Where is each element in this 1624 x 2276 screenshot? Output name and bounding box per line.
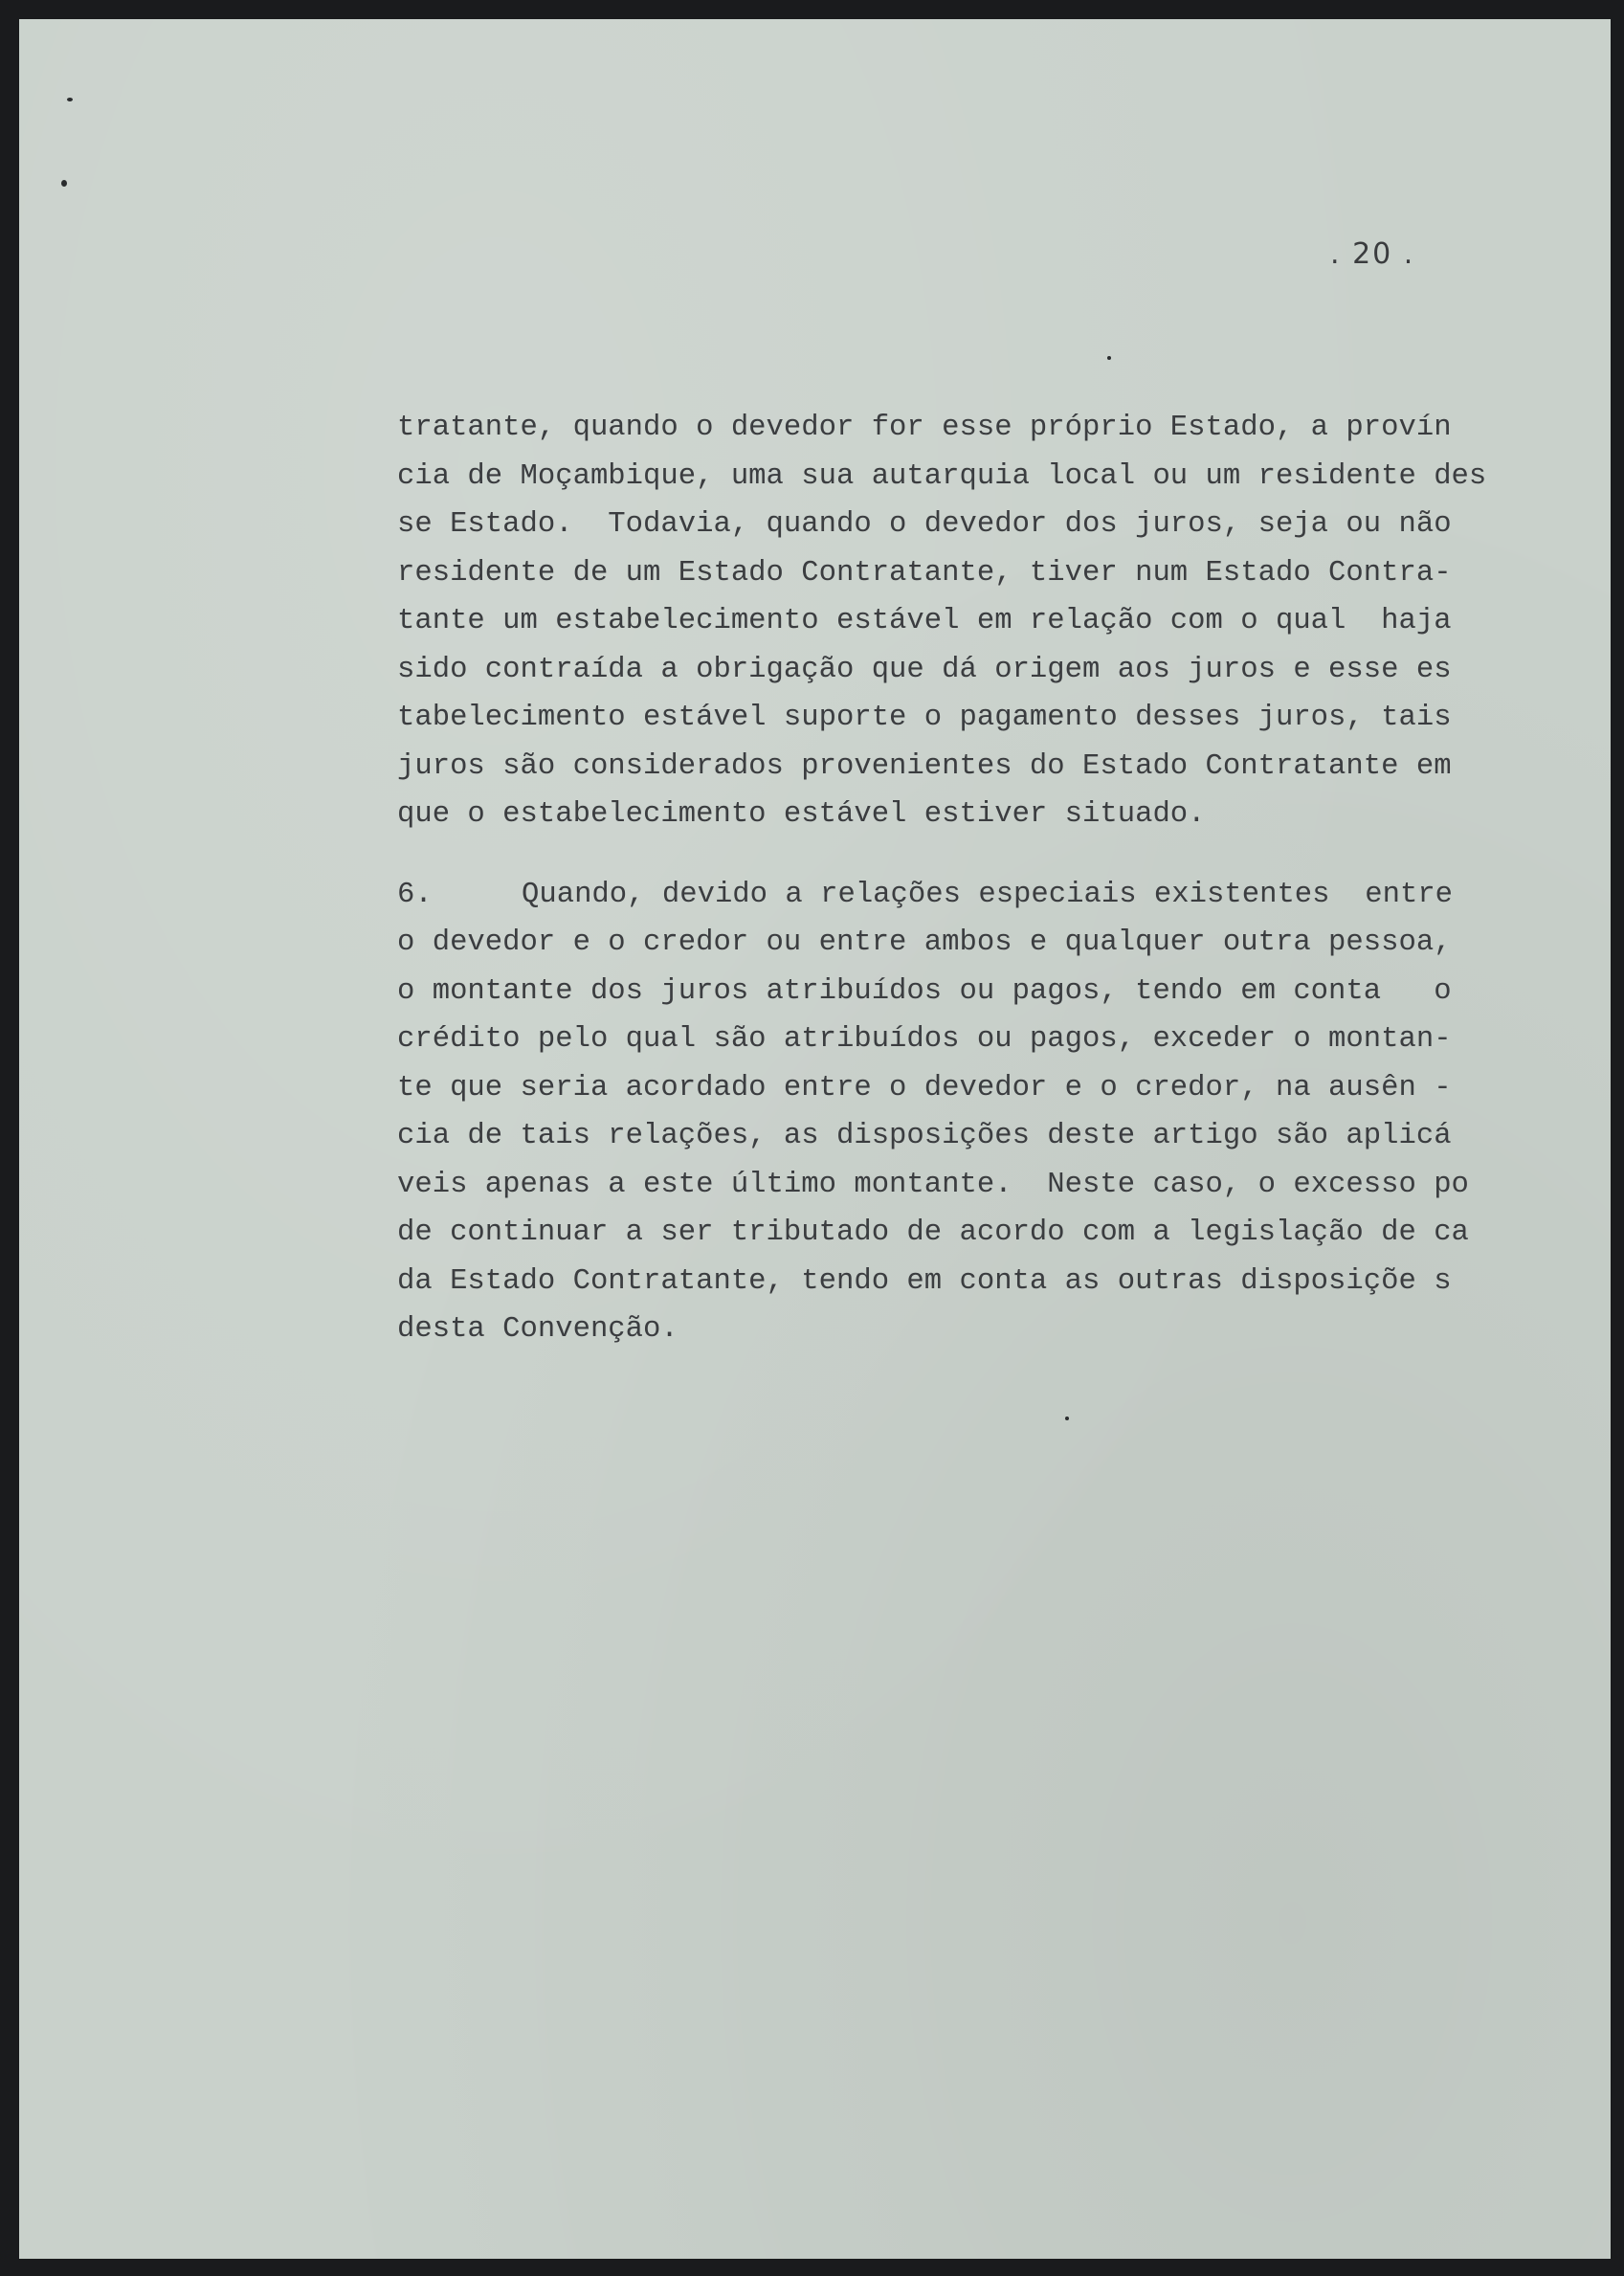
paragraph-number: 6. — [397, 878, 433, 911]
text-line: cia de Moçambique, uma sua autarquia local ou um residente des — [397, 459, 1487, 493]
text-line: crédito pelo qual são atribuídos ou pagos, exceder o montan- — [397, 1023, 1452, 1056]
text-line: tabelecimento estável suporte o pagamento desses juros, tais — [397, 702, 1452, 734]
text-line: da Estado Contratante, tendo em conta as outras disposiçõe s — [397, 1264, 1452, 1298]
text-line: o montante dos juros atribuídos ou pagos, tendo em conta o — [397, 974, 1452, 1008]
ink-speck — [1107, 356, 1111, 360]
paragraph-continuation — [397, 404, 1487, 839]
text-line: sido contraída a obrigação que dá origem aos juros e esse es — [397, 653, 1452, 686]
text-line: se Estado. Todavia, quando o devedor dos juros, seja ou não — [397, 508, 1452, 541]
paragraph-gap — [397, 839, 1479, 871]
text-line: tratante, quando o devedor for esse próprio Estado, a provín — [397, 412, 1452, 444]
text-line: juros são considerados provenientes do Estado Contratante em — [397, 749, 1452, 783]
text-line: que o estabelecimento estável estiver situado. — [397, 798, 1206, 831]
ink-speck — [1065, 1417, 1069, 1420]
text-line: veis apenas a este último montante. Neste caso, o excesso po — [397, 1168, 1469, 1201]
document-page — [19, 19, 1611, 2259]
paragraph-6 — [397, 871, 1479, 1354]
text-line: o devedor e o credor ou entre ambos e qualquer outra pessoa, — [397, 926, 1452, 959]
article-body — [397, 404, 1487, 1354]
text-line: desta Convenção. — [397, 1313, 679, 1346]
text-line — [397, 871, 1479, 920]
text-line: de continuar a ser tributado de acordo com a legislação de ca — [397, 1216, 1469, 1249]
text-line: te que seria acordado entre o devedor e o credor, na ausên - — [397, 1071, 1452, 1105]
text-line: cia de tais relações, as disposições deste artigo são aplicá — [397, 1120, 1452, 1152]
text-line: tante um estabelecimento estável em relação com o qual haja — [397, 605, 1452, 637]
ink-speck — [61, 180, 67, 187]
text-line: residente de um Estado Contratante, tiver num Estado Contra- — [397, 556, 1452, 590]
ink-speck — [67, 98, 73, 101]
page-number: . 20 . — [1330, 237, 1415, 271]
paragraph-first-line: Quando, devido a relações especiais existentes entre — [522, 878, 1454, 911]
